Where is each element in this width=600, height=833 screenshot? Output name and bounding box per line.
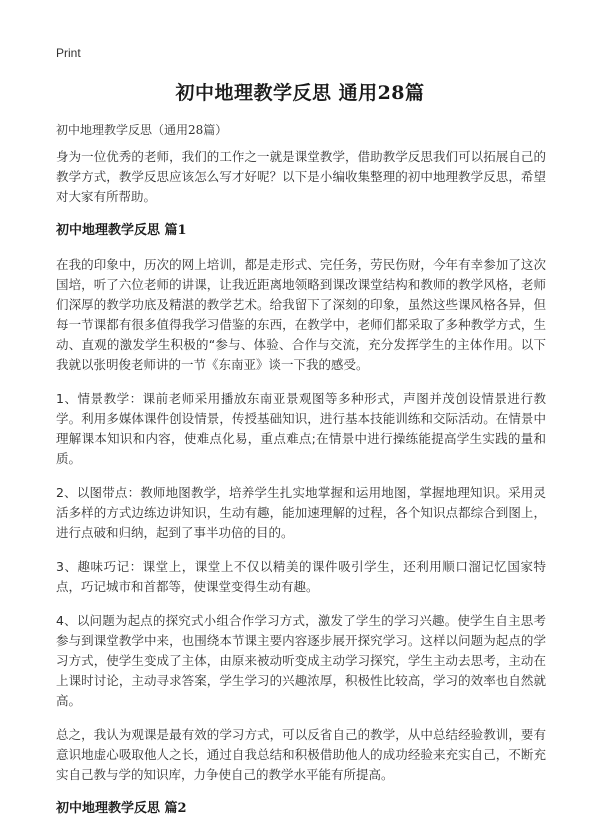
- section-1-paragraph-5: 4、以问题为起点的探究式小组合作学习方式，激发了学生的学习兴趣。使学生自主思考参与到课堂教学中来，也围绕本节课主要内容逐步展开探究学习。这样以问题为起点的学习方式，使学生变成了主体，由原来被动听变成主动学习探究，学生主动去思考，主动在上课时讨论，主动寻求答案，学生学习的兴趣浓厚，积极性比较高，学习的效率也自然就高。: [56, 613, 546, 708]
- section-heading-1: 初中地理教学反思 篇1: [56, 223, 187, 238]
- section-1-paragraph-3: 2、以图带点：教师地图教学，培养学生扎实地掌握和运用地图，掌握地理知识。采用灵活多样的方式边练边讲知识，生动有趣，能加速理解的过程，各个知识点都综合到图上，进行点破和归纳，起到了事半功倍的目的。: [56, 485, 546, 540]
- section-1-paragraph-2: 1、情景教学：课前老师采用播放东南亚景观图等多种形式，声图并茂创设情景进行教学。利用多媒体课件创设情景，传授基础知识，进行基本技能训练和交际活动。在情景中理解课本知识和内容，使难点化易，重点难点;在情景中进行操练能提高学生实践的量和质。: [56, 391, 546, 466]
- page-title: 初中地理教学反思 通用28篇: [175, 82, 425, 104]
- print-link[interactable]: Print: [56, 46, 81, 60]
- section-heading-2: 初中地理教学反思 篇2: [56, 801, 187, 816]
- section-1-paragraph-1: 在我的印象中，历次的网上培训，都是走形式、完任务，劳民伤财，今年有幸参加了这次国培，听了六位老师的讲课，让我近距离地领略到课改课堂结构和教师的教学风格，老师们深厚的教学功底及精湛的教学艺术。给我留下了深刻的印象，虽然这些课风格各异，但每一节课都有很多值得我学习借鉴的东西，在教学中，老师们都采取了多种教学方式，生动、直观的激发学生积极的“参与、体验、合作与交流，充分发挥学生的主体作用。以下我就以张明俊老师讲的一节《东南亚》谈一下我的感受。: [56, 257, 546, 372]
- section-1-paragraph-4: 3、趣味巧记：课堂上，课堂上不仅以精美的课件吸引学生，还利用顺口溜记忆国家特点，巧记城市和首都等，使课堂变得生动有趣。: [56, 559, 546, 594]
- intro-paragraph: 身为一位优秀的老师，我们的工作之一就是课堂教学，借助教学反思我们可以拓展自己的教学方式，教学反思应该怎么写才好呢？以下是小编收集整理的初中地理教学反思，希望对大家有所帮助。: [56, 149, 546, 204]
- section-1-paragraph-6: 总之，我认为观课是最有效的学习方式，可以反省自己的教学，从中总结经验教训，要有意识地虚心吸取他人之长，通过自我总结和积极借助他人的成功经验来充实自己，不断充实自己教与学的知识库，力争使自己的教学水平能有所提高。: [56, 727, 546, 782]
- document-body: [56, 147, 546, 833]
- document-subtitle: 初中地理教学反思（通用28篇）: [56, 123, 228, 137]
